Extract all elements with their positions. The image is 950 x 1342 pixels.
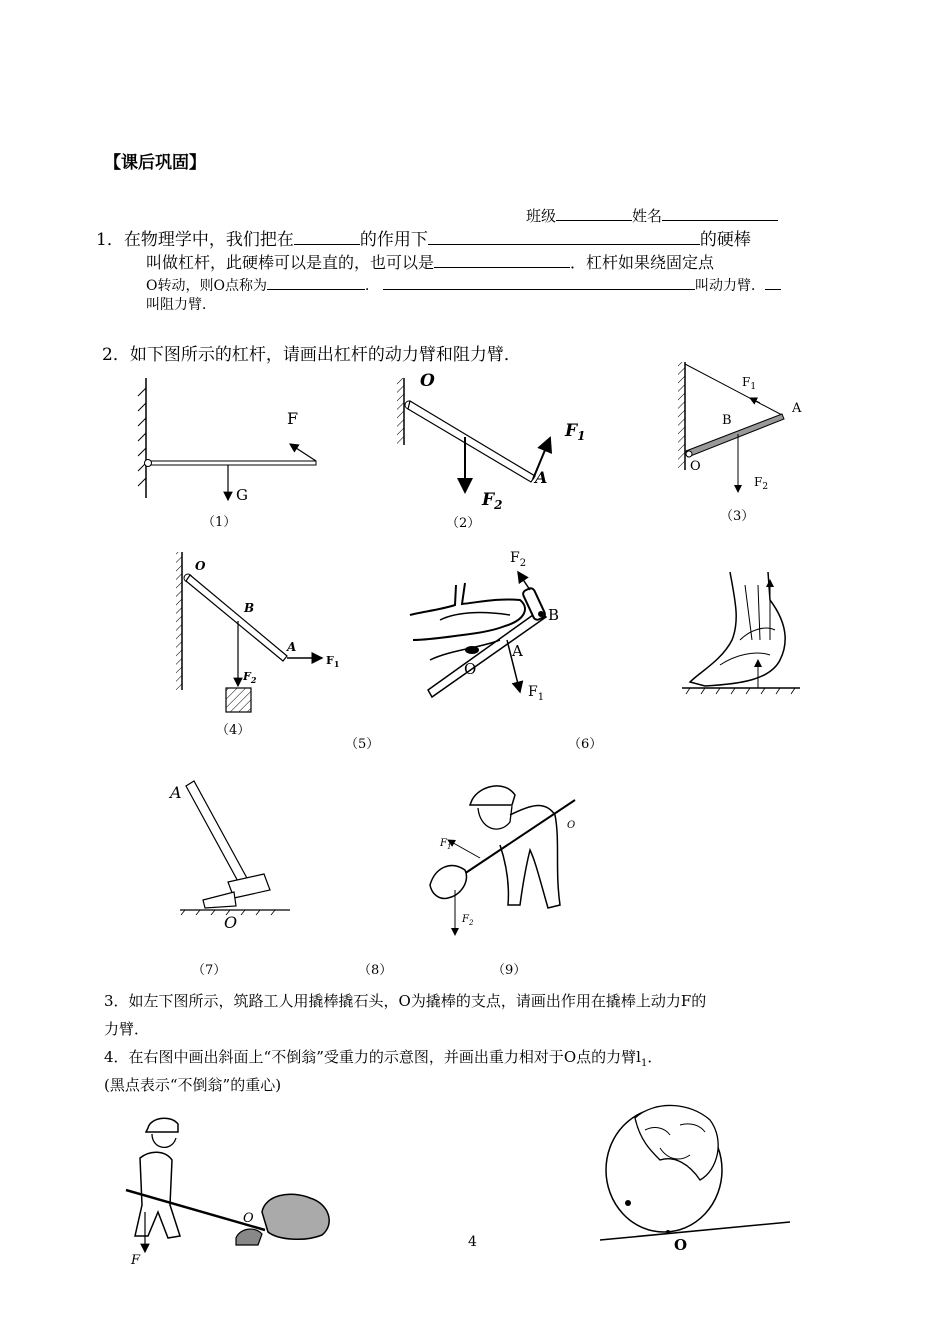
svg-text:F1 [528,684,544,703]
q4-text: 4．在右图中画出斜面上“不倒翁”受重力的示意图，并画出重力相对于O点的力臂l [104,1048,641,1066]
svg-text:F2 [510,550,526,569]
fig3-B: B [722,413,732,428]
fig9-F1-sub: 1 [446,843,452,851]
q3-fig-O: O [243,1211,254,1226]
fig3-F1-sub: 1 [750,382,757,392]
fig2-F1: F [565,421,578,441]
svg-text:F2 [461,914,474,927]
fig2-F1-sub: 1 [577,429,586,443]
q4-fig-O: O [674,1236,688,1254]
svg-text:F2 [754,475,768,492]
fig4-F2: F [243,670,251,683]
fig2-F2: F [482,490,495,510]
caption-4: （4） [216,723,251,738]
svg-text:F1 [326,654,339,669]
fig5-F2: F [510,550,520,566]
q1-text-d: 叫做杠杆，此硬棒可以是直的，也可以是 [146,253,435,272]
q1-text-g: ． [364,278,379,294]
fig5-O: O [464,660,477,678]
q1-text-b: 的作用下 [359,230,428,250]
caption-3: （3） [720,509,755,524]
svg-text:F2 [481,490,502,512]
fig9-F1: F [440,838,447,849]
name-label: 姓名 [632,207,663,225]
q3-line1: 3．如左下图所示，筑路工人用撬棒撬石头，O为撬棒的支点，请画出作用在撬棒上动力F的 [104,992,707,1010]
class-label: 班级 [526,207,557,225]
q1-text-a: 1．在物理学中，我们把在 [96,230,294,250]
svg-text:F2 [242,670,257,685]
fig3-F1: F [742,375,751,389]
q2-text: 2．如下图所示的杠杆，请画出杠杆的动力臂和阻力臂． [102,345,521,365]
fig3-A: A [792,401,802,416]
q4-line1 [104,1046,662,1069]
figure-3 [678,362,802,524]
figure-2 [397,371,585,531]
fig4-A: A [287,640,297,654]
fig9-F2-sub: 2 [468,919,474,927]
svg-text:F1 [564,421,585,443]
fig5-F1-sub: 1 [537,692,545,703]
fig7-A: A [170,783,182,802]
fig5-F1: F [528,684,538,700]
q1-text-c: 的硬棒 [699,230,751,250]
fig3-F2-sub: 2 [762,482,769,492]
caption-6: （6） [568,737,603,752]
q1-text-h: 叫动力臂． [694,278,765,294]
q4-sub: 1 [640,1058,648,1069]
q4-figure [600,1105,790,1254]
figure-5 [345,550,559,752]
caption-9: （9） [492,963,527,978]
fig9-O: O [567,820,576,831]
page-number: 4 [468,1234,477,1250]
caption-7: （7） [192,963,227,978]
svg-text:F1 [742,375,756,392]
fig4-F1-sub: 1 [333,659,340,669]
fig9-F2: F [462,914,469,925]
figure-1 [138,378,316,530]
fig7-O: O [224,913,238,932]
fig4-O: O [195,559,206,573]
svg-text:F1 [439,838,451,851]
caption-8: （8） [358,963,393,978]
fig2-A: A [535,468,548,487]
figure-6 [568,572,800,752]
q4-line2: (黑点表示“不倒翁”的重心) [104,1076,282,1094]
figure-9 [358,786,575,978]
fig5-B: B [548,606,560,624]
q4-end: ． [647,1048,663,1066]
fig5-A: A [512,642,523,660]
q3-figure [126,1118,329,1268]
fig5-F2-sub: 2 [519,558,527,569]
caption-5: （5） [345,737,380,752]
q1-text-e: ．杠杆如果绕固定点 [570,253,715,272]
q1-text-f: O转动，则O点称为 [146,278,267,294]
fig1-G: G [236,486,248,504]
section-heading: 【课后巩固】 [104,153,206,173]
figure-7 [168,781,290,978]
caption-2: （2） [446,516,481,531]
fig3-F2: F [754,475,763,489]
fig3-O: O [690,459,701,474]
caption-1: （1） [202,515,237,530]
figure-4 [176,552,339,738]
fig4-B: B [244,601,255,615]
fig4-F1: F [326,654,334,667]
fig4-F2-sub: 2 [250,675,257,685]
fig1-F: F [287,409,299,428]
q3-line2: 力臂． [104,1020,150,1038]
fig2-O: O [420,371,435,391]
fig2-F2-sub: 2 [494,498,503,512]
q3-fig-F: F [131,1253,141,1268]
q1-line4: 叫阻力臂． [146,297,216,313]
